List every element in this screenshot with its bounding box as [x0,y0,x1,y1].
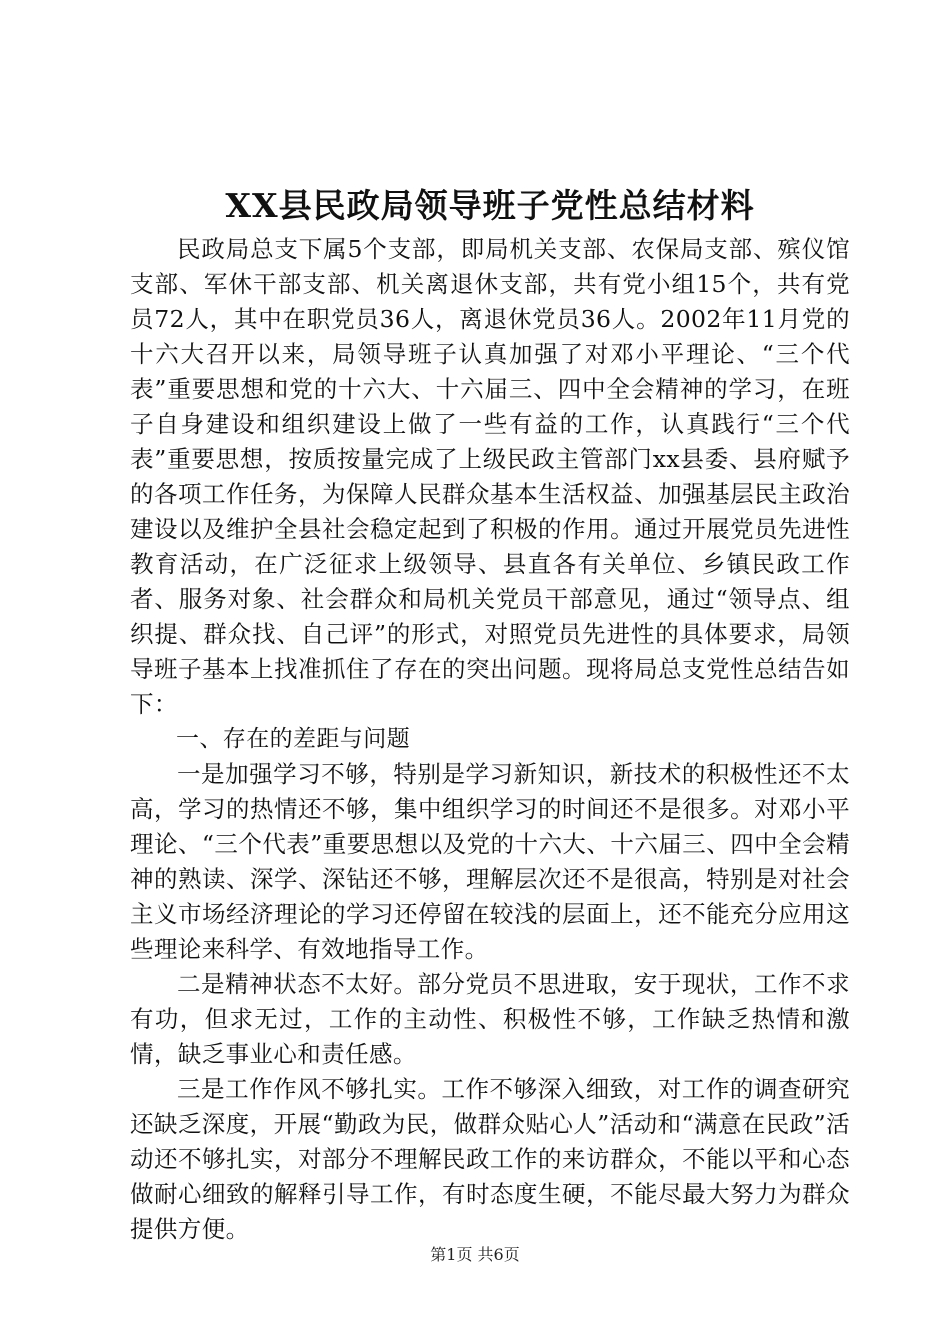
problem-point-1: 一是加强学习不够，特别是学习新知识，新技术的积极性还不太高，学习的热情还不够，集中组织学习的时间还不是很多。对邓小平理论、“三个代表”重要思想以及党的十六大、十六届三、四中全会精神的熟读、深学、深钻还不够，理解层次还不是很高，特别是对社会主义市场经济理论的学习还停留在较浅的层面上，还不能充分应用这些理论来科学、有效地指导工作。 [130,760,850,963]
intro-paragraph: 民政局总支下属5个支部，即局机关支部、农保局支部、殡仪馆支部、军休干部支部、机关离退休支部，共有党小组15个，共有党员72人，其中在职党员36人，离退休党员36人。2002年11月党的十六大召开以来，局领导班子认真加强了对邓小平理论、“三个代表”重要思想和党的十六大、十六届三、四中全会精神的学习，在班子自身建设和组织建设上做了一些有益的工作，认真践行“三个代表”重要思想，按质按量完成了上级民政主管部门xx县委、县府赋予的各项工作任务，为保障人民群众基本生活权益、加强基层民主政治建设以及维护全县社会稳定起到了积极的作用。通过开展党员先进性教育活动，在广泛征求上级领导、县直各有关单位、乡镇民政工作者、服务对象、社会群众和局机关党员干部意见，通过“领导点、组织提、群众找、自己评”的形式，对照党员先进性的具体要求，局领导班子基本上找准抓住了存在的突出问题。现将局总支党性总结告如下： [130,235,850,718]
section-heading: 一、存在的差距与问题 [176,726,410,752]
document-body [130,232,850,1247]
document-title: XX县民政局领导班子党性总结材料 [225,186,755,225]
problem-point-3: 三是工作作风不够扎实。工作不够深入细致，对工作的调查研究还缺乏深度，开展“勤政为民，做群众贴心人”活动和“满意在民政”活动还不够扎实，对部分不理解民政工作的来访群众，不能以平和心态做耐心细致的解释引导工作，有时态度生硬，不能尽最大努力为群众提供方便。 [130,1075,850,1243]
problem-point-2: 二是精神状态不太好。部分党员不思进取，安于现状，工作不求有功，但求无过，工作的主动性、积极性不够，工作缺乏热情和激情，缺乏事业心和责任感。 [130,970,850,1068]
page-footer: 第1页 共6页 [430,1245,520,1264]
